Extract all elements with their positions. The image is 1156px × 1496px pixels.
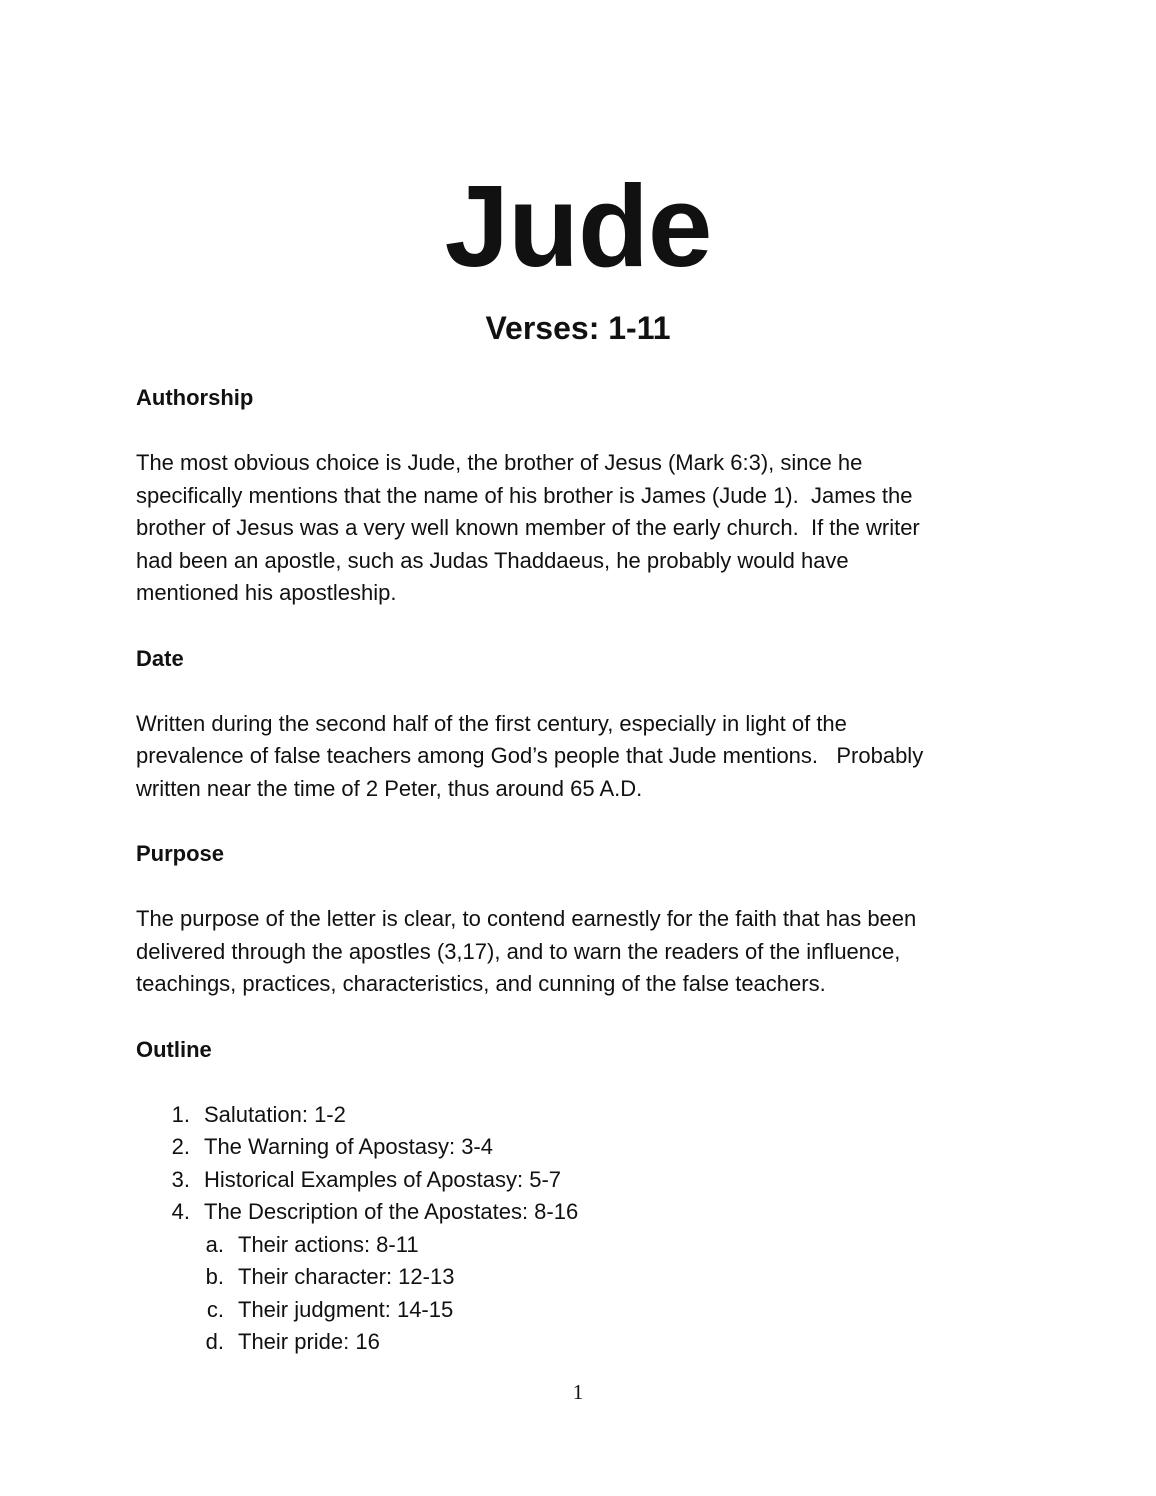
outline-item: [136, 1099, 1026, 1132]
spacer: [136, 414, 1026, 447]
paragraph-line: The most obvious choice is Jude, the brother of Jesus (Mark 6:3), since he: [136, 450, 863, 475]
paragraph-line: specifically mentions that the name of his brother is James (Jude 1). James the: [136, 482, 913, 508]
paragraph-purpose: [136, 903, 1026, 1001]
section-heading-authorship: Authorship: [136, 385, 254, 410]
outline-subitem: [136, 1326, 1026, 1359]
section-purpose: [136, 838, 1026, 1034]
paragraph-line: The purpose of the letter is clear, to contend earnestly for the faith that has been: [136, 906, 917, 931]
outline-subitem-marker: c.: [206, 1296, 224, 1322]
paragraph-line: prevalence of false teachers among God’s people that Jude mentions. Probably: [136, 743, 924, 768]
outline-subitem-text: Their judgment: 14-15: [238, 1296, 454, 1322]
section-date: [136, 643, 1026, 839]
paragraph-date: [136, 708, 1026, 806]
page-subtitle: Verses: 1-11: [485, 310, 671, 346]
outline-subitem-text: Their pride: 16: [238, 1329, 380, 1354]
paragraph-line: delivered through the apostles (3,17), and to warn the readers of the influence,: [136, 938, 901, 964]
section-outline: [136, 1034, 1026, 1359]
outline-item: [136, 1196, 1026, 1229]
page-title: Jude: [444, 161, 712, 291]
outline-item-text: The Warning of Apostasy: 3-4: [204, 1134, 493, 1159]
paragraph-authorship: [136, 447, 1026, 610]
outline-item-marker: 3.: [171, 1166, 190, 1192]
section-heading-purpose: Purpose: [136, 841, 225, 866]
paragraph-line: mentioned his apostleship.: [136, 580, 397, 605]
outline-item-marker: 1.: [171, 1101, 190, 1127]
outline-subitem-text: Their actions: 8-11: [238, 1231, 419, 1257]
outline-subitem: [136, 1294, 1026, 1327]
paragraph-line: Written during the second half of the first century, especially in light of the: [136, 710, 847, 736]
paragraph-line: teachings, practices, characteristics, and cunning of the false teachers.: [136, 971, 826, 996]
spacer: [136, 1066, 1026, 1099]
document-body: [136, 382, 1026, 1359]
outline-item: [136, 1164, 1026, 1197]
paragraph-line: brother of Jesus was a very well known member of the early church. If the writer: [136, 515, 920, 540]
outline-list: [136, 1099, 1026, 1359]
spacer: [136, 1001, 1026, 1034]
section-heading-outline: Outline: [136, 1036, 212, 1062]
outline-subitem: [136, 1229, 1026, 1262]
outline-item-text: The Description of the Apostates: 8-16: [204, 1199, 579, 1224]
outline-subitem-marker: b.: [205, 1264, 224, 1289]
spacer: [136, 675, 1026, 708]
outline-item: [136, 1131, 1026, 1164]
spacer: [136, 870, 1026, 903]
paragraph-line: had been an apostle, such as Judas Thaddaeus, he probably would have: [136, 547, 849, 573]
outline-item-marker: 4.: [171, 1199, 190, 1224]
outline-subitem-marker: d.: [205, 1329, 224, 1354]
outline-subitem: [136, 1261, 1026, 1294]
section-heading-date: Date: [136, 645, 184, 671]
outline-subitem-marker: a.: [205, 1231, 224, 1257]
outline-item-marker: 2.: [171, 1134, 190, 1159]
spacer: [136, 610, 1026, 643]
page-number: 1: [572, 1380, 584, 1404]
outline-item-text: Salutation: 1-2: [204, 1101, 346, 1127]
spacer: [136, 805, 1026, 838]
outline-item-text: Historical Examples of Apostasy: 5-7: [204, 1166, 562, 1192]
outline-subitem-text: Their character: 12-13: [238, 1264, 455, 1289]
section-authorship: [136, 382, 1026, 643]
paragraph-line: written near the time of 2 Peter, thus around 65 A.D.: [136, 775, 643, 801]
